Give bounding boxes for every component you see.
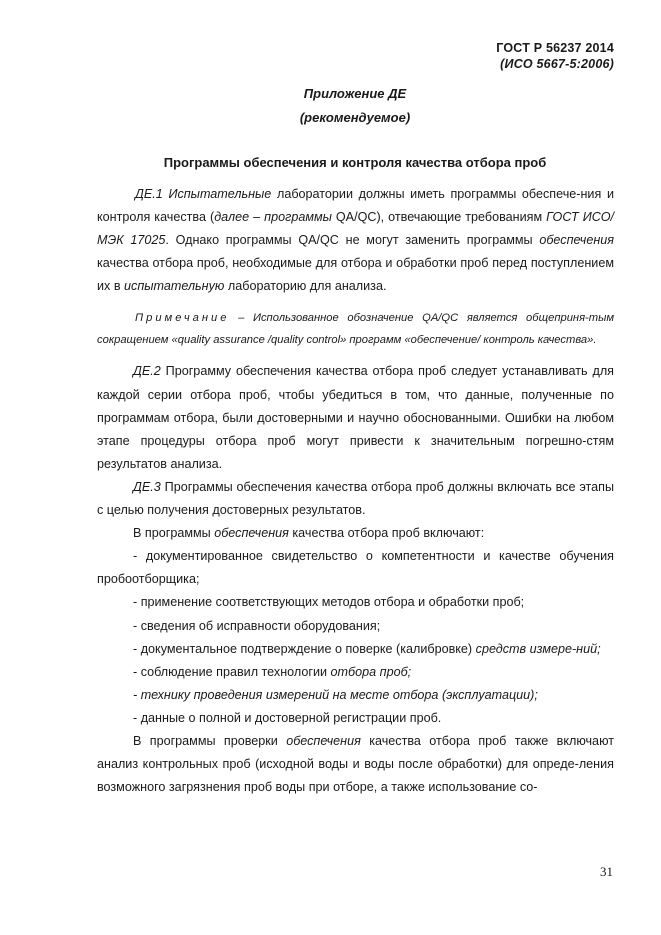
text-run: отбора проб; (330, 664, 412, 679)
paragraph-de3 (97, 476, 614, 522)
page-number: 31 (600, 864, 613, 879)
list-item: - сведения об исправности оборудования; (133, 618, 381, 633)
appendix-title: Приложение ДЕ (303, 86, 407, 101)
text-run: качества отбора проб, необходимые для отбора и обработки проб перед поступлением их в (97, 256, 614, 294)
document-header (496, 40, 614, 72)
text-run: ; (597, 641, 601, 656)
text-run: Программы обеспечения качества отбора проб должны включать все этапы с целью получения достоверных результатов. (97, 479, 614, 518)
clause-number: ДЕ.2 (133, 364, 161, 379)
list-item: - данные о полной и достоверной регистрации проб. (133, 710, 442, 725)
text-run: В программы проверки (133, 733, 287, 748)
text-run: Программу обеспечения качества отбора проб следует устанавливать для каждой серии отбора проб, чтобы убедиться в том, что данные, полученные по программам отбора, были достоверными и научно обоснованными. Ошибки на любом этапе процедуры отбора проб могут привести к значительным погрешно-стям результатов анализа. (97, 364, 614, 471)
text-run: далее – программы (214, 210, 332, 225)
text-run: обеспечения (214, 526, 289, 541)
text-run: обеспечения (539, 233, 614, 248)
note-text: – Использованное обозначение QA/QC является общеприня-тым сокращением «quality assurance /quality control» программ «обеспечение/ контроль качества». (97, 312, 614, 347)
list-item: - документированное свидетельство о компетентности и качестве обучения пробоотборщика; (97, 549, 614, 587)
paragraph-verification (97, 730, 614, 799)
text-run: лаборатории должны иметь программы обеспече-ния и контроля качества ( (97, 187, 614, 225)
note-label: Примечание (135, 312, 230, 325)
list-item: - применение соответствующих методов отбора и обработки проб; (133, 595, 525, 610)
text-run: качества отбора проб включают: (288, 526, 485, 541)
standard-code: ГОСТ Р 56237 2014 (496, 41, 614, 55)
text-run: QA/QC), отвечающие требованиям (331, 210, 547, 225)
iso-code: (ИСО 5667-5:2006) (500, 57, 614, 71)
text-run: В программы (133, 526, 215, 541)
note (97, 307, 614, 351)
text-run: - соблюдение правил технологии (133, 664, 331, 679)
text-run: испытательную (124, 279, 225, 294)
text-run: лабораторию для анализа. (224, 279, 387, 294)
text-run: средств измере-ний (475, 641, 598, 656)
paragraph-includes (97, 522, 614, 545)
list-item (97, 684, 614, 707)
paragraph-de1 (97, 183, 614, 298)
text-run: . Однако программы QA/QC не могут заменить программы (165, 233, 540, 248)
appendix-subtitle: (рекомендуемое) (299, 110, 411, 125)
clause-number: ДЕ.1 Испытательные (135, 187, 272, 201)
text-run: обеспечения (286, 733, 361, 748)
list-item (97, 638, 614, 661)
paragraph-de2 (97, 360, 614, 475)
list-item (97, 661, 614, 684)
section-title: Программы обеспечения и контроля качества отбора проб (163, 155, 547, 170)
clause-number: ДЕ.3 (133, 479, 161, 494)
text-run: качества отбора проб также включают анализ контрольных проб (исходной воды и воды после обработки) для опреде-ления возможного загрязнения проб воды при отборе, а также использование со- (97, 733, 614, 795)
document-body (97, 183, 614, 799)
reference: ГОСТ ИСО/МЭК 17025 (97, 210, 614, 248)
text-run: - документальное подтверждение о поверке (калибровке) (133, 641, 476, 656)
text-run: - технику проведения измерений на месте отбора (эксплуатации); (133, 687, 538, 702)
